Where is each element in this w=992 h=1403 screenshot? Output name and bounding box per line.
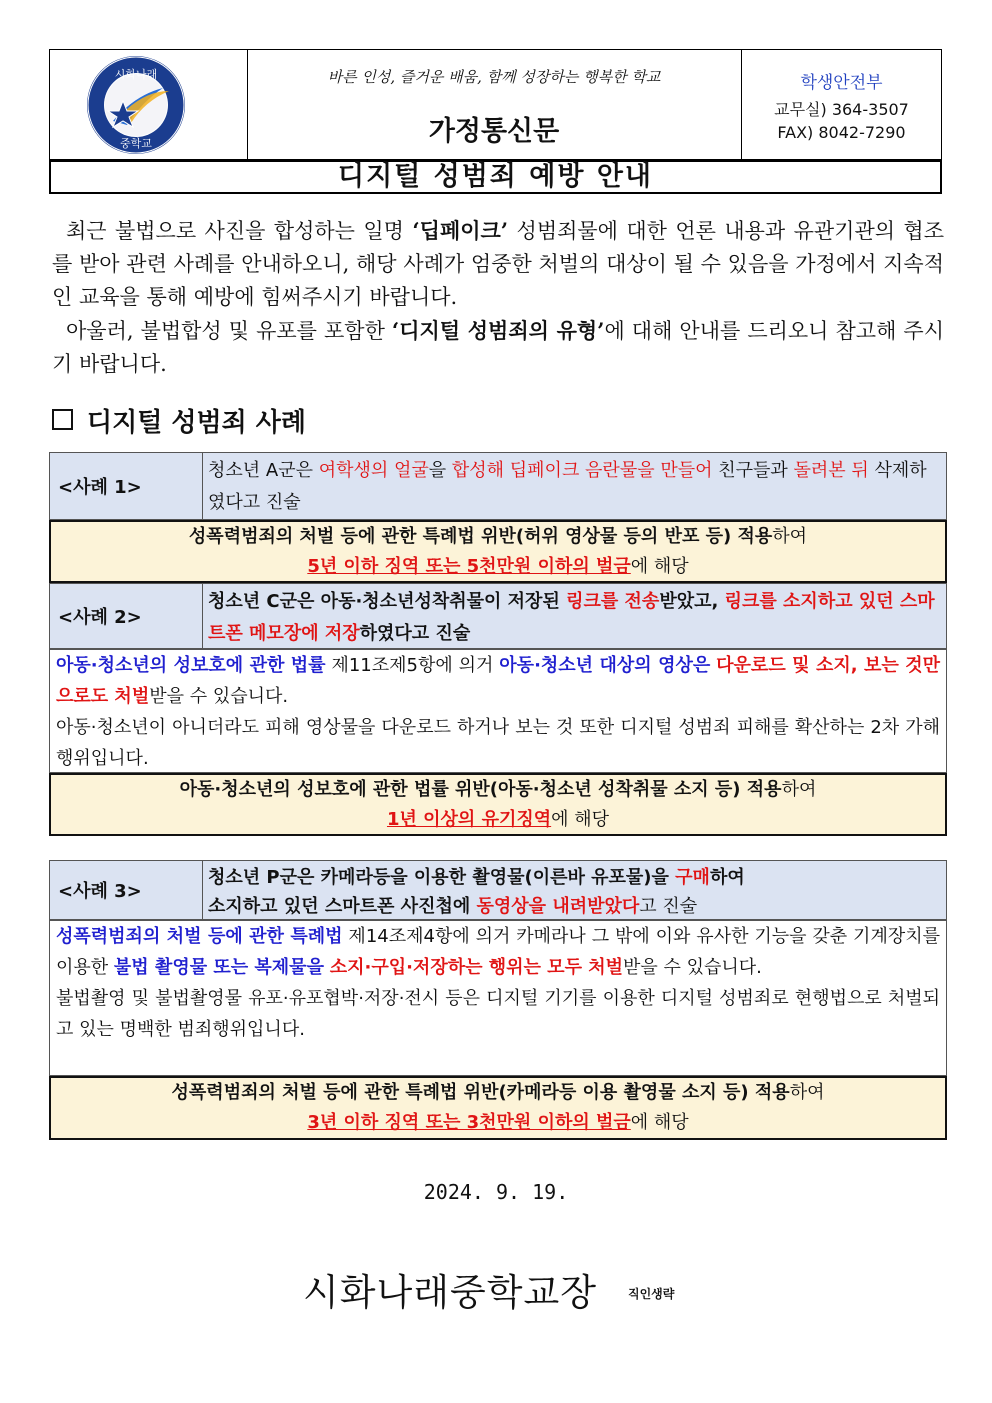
school-motto: 바른 인성, 즐거운 배움, 함께 성장하는 행복한 학교 bbox=[327, 68, 661, 86]
intro-text bbox=[52, 214, 944, 381]
phone-number: 교무실) 364-3507 bbox=[774, 100, 909, 119]
case-label: <사례 2> bbox=[50, 584, 203, 648]
school-emblem-icon bbox=[83, 55, 193, 155]
logo-cell bbox=[50, 50, 248, 159]
case-3-penalty: 성폭력범죄의 처벌 등에 관한 특례법 위반(카메라등 이용 촬영물 소지 등) 적용하여 3년 이하 징역 또는 3천만원 이하의 벌금에 해당 bbox=[49, 1076, 947, 1140]
seal-omitted-note: 직인생략 bbox=[628, 1287, 675, 1301]
case-3-summary bbox=[49, 860, 947, 920]
case-label: <사례 1> bbox=[50, 453, 203, 519]
case-2-summary bbox=[49, 583, 947, 649]
case-description: 청소년 C군은 아동·청소년성착취물이 저장된 링크를 전송받았고, 링크를 소지하고 있던 스마트폰 메모장에 저장하였다고 진술 bbox=[208, 591, 935, 644]
document-title: 디지털 성범죄 예방 안내 bbox=[49, 160, 942, 194]
document-type: 가정통신문 bbox=[428, 116, 560, 147]
intro-paragraph-2: 아울러, 불법합성 및 유포를 포함한 ‘디지털 성범죄의 유형’에 대해 안내를 드리오니 참고해 주시기 바랍니다. bbox=[52, 318, 944, 376]
case-1-penalty: 성폭력범죄의 처벌 등에 관한 특례법 위반(허위 영상물 등의 반포 등) 적용하여 5년 이하 징역 또는 5천만원 이하의 벌금에 해당 bbox=[49, 520, 947, 583]
title-cell bbox=[247, 50, 742, 159]
fax-number: FAX) 8042-7290 bbox=[777, 123, 906, 142]
contact-cell bbox=[742, 50, 941, 159]
logo-top-text: 시화나래 bbox=[114, 68, 158, 81]
case-2-detail: 아동·청소년의 성보호에 관한 법률 제11조제5항에 의거 아동·청소년 대상의 영상은 다운로드 및 소지, 보는 것만으로도 처벌받을 수 있습니다. 아동·청소년이 아니더라도 피해 영상물을 다운로드 하거나 보는 것 또한 디지털 성범죄 피해를 확산하는 2차 가해 행위입니다. bbox=[49, 649, 947, 773]
case-label: <사례 3> bbox=[50, 861, 203, 919]
logo-bottom-text: 중학교 bbox=[120, 137, 152, 150]
intro-paragraph-1: 최근 불법으로 사진을 합성하는 일명 ‘딥페이크’ 성범죄물에 대한 언론 내용과 유관기관의 협조를 받아 관련 사례를 안내하오니, 해당 사례가 엄중한 처벌의 대상이 될 수 있음을 가정에서 지속적인 교육을 통해 예방에 힘써주시기 바랍니다. bbox=[52, 218, 945, 309]
letterhead bbox=[49, 49, 942, 160]
section-heading: 디지털 성범죄 사례 bbox=[52, 402, 306, 439]
case-description: 청소년 P군은 카메라등을 이용한 촬영물(이른바 유포물)을 구매하여 소지하고 있던 스마트폰 사진첩에 동영상을 내려받았다고 진술 bbox=[208, 867, 745, 917]
department: 학생안전부 bbox=[800, 73, 883, 93]
checkbox-square-icon bbox=[52, 409, 73, 430]
case-2-penalty: 아동·청소년의 성보호에 관한 법률 위반(아동·청소년 성착취물 소지 등) 적용하여 1년 이상의 유기징역에 해당 bbox=[49, 773, 947, 836]
case-1-summary bbox=[49, 452, 947, 520]
issue-date: 2024. 9. 19. bbox=[423, 1180, 569, 1204]
case-description: 청소년 A군은 여학생의 얼굴을 합성해 딥페이크 음란물을 만들어 친구들과 돌려본 뒤 삭제하였다고 진술 bbox=[208, 460, 927, 513]
principal-signature: 시화나래중학교장 bbox=[303, 1271, 597, 1314]
case-3-detail: 성폭력범죄의 처벌 등에 관한 특례법 제14조제4항에 의거 카메라나 그 밖에 이와 유사한 기능을 갖춘 기계장치를 이용한 불법 촬영물 또는 복제물을 소지·구입·저장하는 행위는 모두 처벌받을 수 있습니다. 불법촬영 및 불법촬영물 유포·유포협박·저장·전시 등은 디지털 기기를 이용한 디지털 성범죄로 현행법으로 처벌되고 있는 명백한 범죄행위입니다. bbox=[49, 920, 947, 1076]
